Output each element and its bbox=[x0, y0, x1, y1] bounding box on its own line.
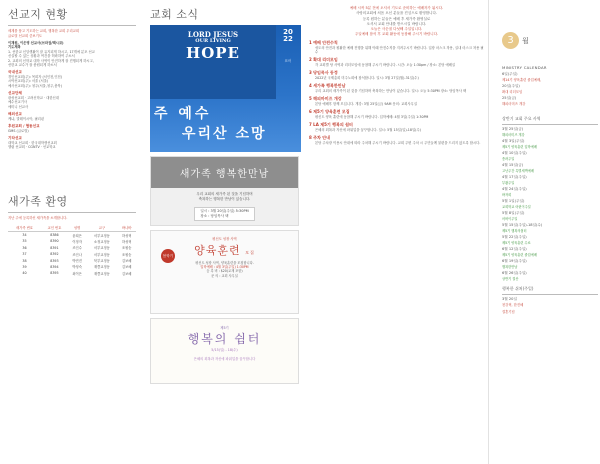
notice-item bbox=[309, 57, 484, 67]
newcomer-cell: 박민진 bbox=[72, 259, 82, 263]
hope-poster bbox=[150, 25, 301, 152]
missions-item-1: 1. 선한교 신앙생활이 잘 유지되게 하시고, 17개에 분포 선교 bbox=[8, 49, 95, 54]
family-date: 일시 : 3월 20일(주일) 5:30PM bbox=[200, 208, 249, 213]
family-banner: 새가족 행복한만남 bbox=[151, 157, 298, 188]
calendar-text: 천강혁, 한진혜 bbox=[502, 303, 524, 307]
missions-subhead5: 후원교회 / 협동선교 bbox=[8, 123, 40, 128]
notices-intro-2: 사랑의교회에 처음 오신 분들을 진심으로 환영합니다. bbox=[355, 11, 438, 16]
newcomer-cell: 8392 bbox=[50, 252, 59, 257]
missions-line4-1: 케냐, 말레이시아, 필리핀 bbox=[8, 116, 45, 121]
hope-our-living: OUR LIVING bbox=[195, 37, 231, 44]
missions-subhead6: 기타선교 bbox=[8, 135, 22, 140]
missions-item-3: 2. 교회의 신학교 대학 사역이 안전하게 잘 진행되게 하시고, bbox=[8, 58, 94, 63]
hope-year-label: 표어 bbox=[284, 59, 292, 63]
notice-body: 본당 주차장 이용시 안내에 따라 주차해 주시기 바랍니다. 교회 주변 주차 시 주민들께 불편을 드리지 않도록 합시다. bbox=[315, 141, 481, 145]
newcomer-cell: 조인나 bbox=[72, 252, 82, 257]
training-title-main: 양육훈련 bbox=[194, 243, 241, 257]
family-schedule bbox=[194, 207, 254, 221]
newcomer-cell: 조원숭 bbox=[121, 246, 132, 251]
calendar-text: 제5기 양육훈련 수료 bbox=[502, 241, 531, 245]
calendar-date: 6월 19일(주일) bbox=[502, 259, 527, 263]
col-name: 성명 bbox=[68, 224, 87, 232]
calendar-entry bbox=[502, 259, 598, 269]
missions-line2-3: 예사선교회(주): 청주(서울,청주,충북) bbox=[8, 83, 62, 88]
hope-hope-kr: 우리산 소망 bbox=[182, 126, 267, 142]
calendar-entry bbox=[502, 199, 598, 209]
newcomer-cell: 38 bbox=[22, 258, 27, 263]
calendar-title: MINISTRY CALENDAR bbox=[502, 65, 547, 70]
hope-year: 20 22 bbox=[283, 28, 293, 44]
newcomer-row bbox=[8, 231, 136, 238]
hope-lord-jesus: LORD JESUS bbox=[187, 30, 239, 39]
notice-heading: 6 제5기 양육훈련 모집 bbox=[309, 109, 350, 115]
newcomer-cell: 북부교정동 bbox=[93, 259, 110, 263]
newcomers-intro: 지난 주에 등록하신 새가족을 소개합니다. bbox=[8, 216, 68, 221]
calendar-entry bbox=[502, 96, 598, 106]
calendar-text: 제5기 양육훈련 입학예배 bbox=[502, 145, 537, 149]
training-line-1: 평신도 성장 사역, 양육훈련을 모집합니다. bbox=[195, 260, 254, 265]
newcomer-cell: 35 bbox=[22, 239, 27, 244]
newcomer-cell: 하성혁 bbox=[121, 233, 132, 238]
rest-title: 행복의 쉼터 bbox=[187, 331, 262, 346]
newcomer-cell: 8391 bbox=[50, 245, 59, 250]
notice-heading: 2 확대 리더모임 bbox=[309, 57, 338, 63]
calendar-entry bbox=[502, 84, 598, 94]
missions-subhead1: 기도제목 bbox=[8, 45, 21, 50]
calendar-entry bbox=[502, 127, 598, 137]
newcomer-cell: 조인수 bbox=[72, 246, 82, 251]
calendar-date: 4월 3일(주일) bbox=[502, 139, 525, 143]
calendar-entry bbox=[502, 187, 598, 197]
newcomer-cell: 박청숙 bbox=[72, 265, 82, 270]
newcomers-header-row bbox=[8, 224, 136, 232]
newcomers-body bbox=[8, 231, 136, 276]
calendar-text: 확대 리더모임 bbox=[502, 90, 523, 94]
month-header bbox=[502, 32, 598, 49]
notice-heading: 8 주차 안내 bbox=[309, 135, 331, 140]
newcomer-cell: 37 bbox=[22, 252, 27, 257]
calendar-text: 어버이주일 bbox=[502, 217, 518, 221]
newcomer-cell: 하성혁 bbox=[121, 239, 132, 244]
calendar-text: 행복한만남 bbox=[502, 265, 518, 269]
notice-heading: 7 LA 제5기 행복의 쉼터 bbox=[309, 122, 353, 128]
calendar-date: 5월 15일(주일)-18일(수) bbox=[502, 223, 543, 227]
training-line-2: 입학예배 : 4월 3일(주일) 1:30PM bbox=[200, 265, 249, 270]
missions-line1: 이재원, 이은영 선교사(브라질/멕시코) bbox=[8, 40, 64, 45]
calendar-text: 바자회 bbox=[502, 193, 512, 197]
training-body bbox=[156, 261, 293, 278]
rest-poster bbox=[150, 318, 299, 384]
training-top: 평신도 성장 사역 bbox=[212, 236, 237, 241]
calendar-text: 부활주일 bbox=[502, 181, 515, 185]
notice-body: 각 교회별 당 사역과 리더모임에 동참해 주시기 바랍니다. 시간: 오늘 1:30pm / 장소: 본당 예배실 bbox=[315, 63, 456, 68]
notice-item bbox=[309, 109, 484, 119]
notice-heading: 5 해피마미즈 개강 bbox=[309, 96, 342, 102]
calendar-date: 25일(금) bbox=[502, 96, 517, 100]
newcomer-cell: 소정교정동 bbox=[93, 239, 110, 244]
newcomer-cell: 김보혜 bbox=[121, 265, 132, 270]
calendar-entry bbox=[502, 139, 598, 149]
calendar-text: 해피마미즈 개강 bbox=[502, 133, 525, 137]
notice-item bbox=[309, 135, 484, 145]
notices-intro-3: 등록 원하는 분들은 예배 후 새가족 환영실로 bbox=[362, 16, 431, 21]
month-label: 월 bbox=[522, 36, 529, 45]
calendar-date: 6월 12일(주일) bbox=[502, 247, 527, 251]
hope-word: HOPE bbox=[186, 44, 240, 63]
notice-body: 본당 예배후 함께 모입니다. 개강: 3월 25일(금) 9AM 문의: 교회사무실 bbox=[315, 102, 418, 107]
calendar-date: 6월 26일(주일) bbox=[502, 271, 527, 275]
missions-line3-1: 광성선교회 · 고려신학교 · 대한신대 bbox=[8, 95, 59, 100]
calendar-entry bbox=[502, 175, 598, 185]
training-line-3: 등 록 비 : $20(교재 포함) bbox=[206, 269, 243, 274]
newcomer-row bbox=[8, 270, 136, 276]
notices-intro-6: 주일예배 참석 후 교회 활동에 동참해 주시기 바랍니다. bbox=[354, 32, 439, 37]
notices-intro-4: 오셔서 교회 안내를 받으시길 바랍니다. bbox=[366, 21, 427, 26]
notice-item bbox=[309, 40, 484, 55]
missions-subhead4: 해외선교 bbox=[8, 111, 22, 116]
calendar-text: 교회학교 어린이주일 bbox=[502, 205, 531, 209]
missions-line3-3: 에미니 선교사 bbox=[8, 104, 29, 109]
calendar-text: 종려주일 bbox=[502, 157, 515, 161]
newcomer-cell: 8395 bbox=[50, 271, 59, 276]
calendar-entry bbox=[502, 223, 598, 233]
col-member-no: 교인 번호 bbox=[41, 224, 68, 232]
newcomer-cell: 재쯤교정동 bbox=[93, 265, 110, 270]
column-news bbox=[146, 0, 301, 464]
calendar-entry bbox=[502, 211, 598, 221]
side-title: 상반기 교회 주요 사역 bbox=[502, 116, 541, 121]
notice-heading: 4 세가족 행복한만남 bbox=[309, 83, 346, 89]
column-missions bbox=[0, 0, 140, 464]
notices-intro-5: 오늘은 사순절 다섯째 주일입니다. bbox=[370, 27, 423, 31]
col-barnabas: 바나바 bbox=[117, 224, 136, 232]
bottom-title: 행복한 쉬처(주일) bbox=[502, 286, 534, 291]
notice-item bbox=[309, 122, 484, 132]
calendar-date: 4월 10일(주일) bbox=[502, 151, 527, 155]
newcomers-table bbox=[8, 224, 136, 277]
missions-item-4: 선한교 교수가 잘 충원되게 하소서 bbox=[8, 63, 57, 68]
notices-intro bbox=[309, 6, 484, 38]
calendar-date: 5월 8일(주일) bbox=[502, 211, 525, 215]
hope-panel bbox=[150, 25, 276, 99]
calendar-entry bbox=[502, 235, 598, 245]
calendar-date: 3월 25일(금) bbox=[502, 127, 524, 131]
side-list bbox=[502, 127, 598, 281]
newcomer-cell: 윤희은 bbox=[72, 233, 82, 238]
missions-subhead3: 선교단체 bbox=[8, 90, 22, 95]
training-line-4: 문 의 : 교회 사무실 bbox=[211, 273, 238, 278]
calendar-entry bbox=[502, 72, 598, 82]
calendar-entry bbox=[502, 151, 598, 161]
calendar-text: 상반기 결산 bbox=[502, 277, 519, 281]
calendar-date: 20일(주일) bbox=[502, 84, 520, 88]
newcomer-cell: 8390 bbox=[50, 239, 59, 244]
missions-group: 글로벌 선교회 중보기도 bbox=[8, 34, 42, 39]
calendar-date: 4월 15일(금) bbox=[502, 163, 524, 167]
training-title-sub: 모집 bbox=[245, 249, 255, 255]
missions-lead: 세계를 품고 기도하는 교회, 행복한 교회 우리교회 bbox=[8, 29, 80, 33]
training-card bbox=[150, 230, 299, 314]
training-semester-badge: 봄학기 bbox=[161, 249, 175, 263]
calendar-date: 6일(주일) bbox=[502, 72, 518, 76]
newcomer-cell: 서부교정동 bbox=[93, 233, 110, 238]
notice-body: 2022년 국제총회 미주노회에 참석합니다. 일시: 3월 27일(월)-31일(수) bbox=[315, 76, 419, 81]
newcomer-cell: 이정자 bbox=[72, 239, 82, 244]
newcomer-cell: 8393 bbox=[50, 258, 59, 263]
missions-subhead2: 국내선교 bbox=[8, 70, 22, 74]
notice-item bbox=[309, 70, 484, 80]
newcomer-cell: 8394 bbox=[50, 264, 59, 269]
church-news-title: 교회 소식 bbox=[150, 8, 199, 21]
calendar-text: 해피마미즈 개강 bbox=[502, 102, 526, 106]
family-meeting-card bbox=[150, 156, 299, 226]
newcomer-cell: 40 bbox=[22, 271, 27, 276]
notice-body: 평신도 양육 훈련에 동참해 주시기 바랍니다. 입학예배: 4월 3일(주일) 1:30PM bbox=[315, 115, 429, 120]
missions-title: 선교지 현황 bbox=[8, 8, 68, 21]
calendar-text: 제5기 양육훈련 졸업예배 bbox=[502, 253, 537, 257]
newcomer-cell: 서부교정동 bbox=[93, 252, 110, 257]
newcomer-cell: 재쯤교정동 bbox=[93, 271, 110, 276]
newcomers-title: 새가족 환영 bbox=[8, 195, 68, 209]
calendar-list bbox=[502, 72, 598, 106]
missions-item-2: 신실할 수 있는 상황과 여건을 허락하여 주소서 bbox=[8, 54, 75, 59]
notice-heading: 3 당임목사 동정 bbox=[309, 70, 338, 76]
bottom-list bbox=[502, 297, 598, 314]
calendar-date: 5월 1일(주일) bbox=[502, 199, 525, 203]
calendar-date: 3월 20일 bbox=[502, 297, 517, 301]
newcomer-cell: 조원숭 bbox=[121, 252, 132, 257]
calendar-date: 4월 24일(주일) bbox=[502, 187, 527, 191]
calendar-entry bbox=[502, 247, 598, 257]
newcomer-cell: 8386 bbox=[50, 233, 59, 237]
notice-body: 우리 교회의 새가족이 된 것을 기념하며 축복하는 만남이 있습니다. 일시: 오늘 5:30PM 장소: 당임목사 택 bbox=[315, 89, 467, 94]
side-rule bbox=[502, 124, 598, 125]
month-number: 3 bbox=[502, 32, 519, 49]
calendar-text: 제14기 양육훈련 졸업예배, bbox=[502, 78, 542, 82]
calendar-date: 5월 22일(주일) bbox=[502, 235, 527, 239]
missions-line2-1: 경인선교회(주): 목회자 (서인천,인천) bbox=[8, 75, 62, 79]
calendar-entry bbox=[502, 163, 598, 173]
column-calendar bbox=[494, 0, 600, 464]
newcomer-cell: 김보혜 bbox=[121, 271, 132, 276]
calendar-text: 결혼기념 bbox=[502, 310, 515, 314]
missions-rule bbox=[8, 25, 136, 26]
hope-jesus-kr: 주 예수 bbox=[154, 106, 212, 122]
newcomers-rule bbox=[8, 212, 136, 213]
calendar-entry bbox=[502, 297, 598, 307]
newcomer-cell: 34 bbox=[22, 233, 27, 237]
missions-line3-2: 예수선교기사 bbox=[8, 100, 28, 105]
col-district: 교구 bbox=[86, 224, 117, 232]
notice-body: 은혜의 회복과 자신에 파워업을 꿈꾸합니다. 일시: 5월 15일(일)-18일(수) bbox=[315, 128, 421, 133]
bottom-rule bbox=[502, 294, 598, 295]
column-notices bbox=[303, 0, 489, 464]
rest-edition: 제5기 bbox=[220, 325, 229, 330]
notice-item bbox=[309, 96, 484, 106]
family-place: 장소 : 당임목사 택 bbox=[200, 213, 229, 218]
notice-body: 성도의 안전과 원활한 예배 진행을 위해 아래 안전수칙을 지켜주시기 바랍니다. 입장 마스크 착용, 실내 마스크 착용 필수 bbox=[315, 46, 484, 55]
rest-sub: 은혜의 회복과 자신에 파워업을 꿈꾸합니다 bbox=[193, 356, 256, 361]
training-title bbox=[156, 242, 293, 258]
missions-line5-1: GMS (글로벌) bbox=[8, 128, 29, 133]
newcomer-cell: 최이은 bbox=[72, 271, 82, 276]
family-body bbox=[151, 188, 298, 225]
rest-date: 5/15(일) - 18(수) bbox=[211, 347, 238, 352]
missions-line2-2: 시야선교회(주): 서울 (서울) bbox=[8, 79, 49, 84]
notice-heading: 1 예배 안전수칙 bbox=[309, 40, 338, 45]
newcomer-cell: 36 bbox=[22, 245, 27, 250]
calendar-entry bbox=[502, 309, 598, 314]
col-newcomer-no: 새가족 번호 bbox=[8, 224, 41, 232]
family-body-1: 우리 교회의 새가족 된 것을 기념하며 bbox=[196, 192, 253, 196]
newcomer-cell: 서부교정동 bbox=[93, 246, 110, 251]
calendar-entry bbox=[502, 271, 598, 281]
calendar-date: 4월 17일(주일) bbox=[502, 175, 527, 179]
calendar-text: 제5기 행복의쉼터 bbox=[502, 229, 527, 233]
family-body-2: 축복하는 행복한 만남이 있습니다. bbox=[198, 196, 251, 201]
newcomer-cell: 39 bbox=[22, 264, 27, 269]
missions-line6-2: 엘림 선교회 · CGNTV · 선교학교 bbox=[8, 144, 56, 149]
notice-item bbox=[309, 83, 484, 93]
notices-intro-1: 예배 시작 5분 전에 오셔서 기도로 준비하는 예배자가 됩시다. bbox=[349, 6, 444, 10]
missions-line6-1: 대학교 선교회 · 한국대학생선교회 bbox=[8, 140, 57, 145]
newcomer-cell: 김보혜 bbox=[121, 259, 132, 263]
calendar-text: 고난주간 특별새벽예배 bbox=[502, 169, 534, 173]
notice-list bbox=[309, 40, 484, 145]
